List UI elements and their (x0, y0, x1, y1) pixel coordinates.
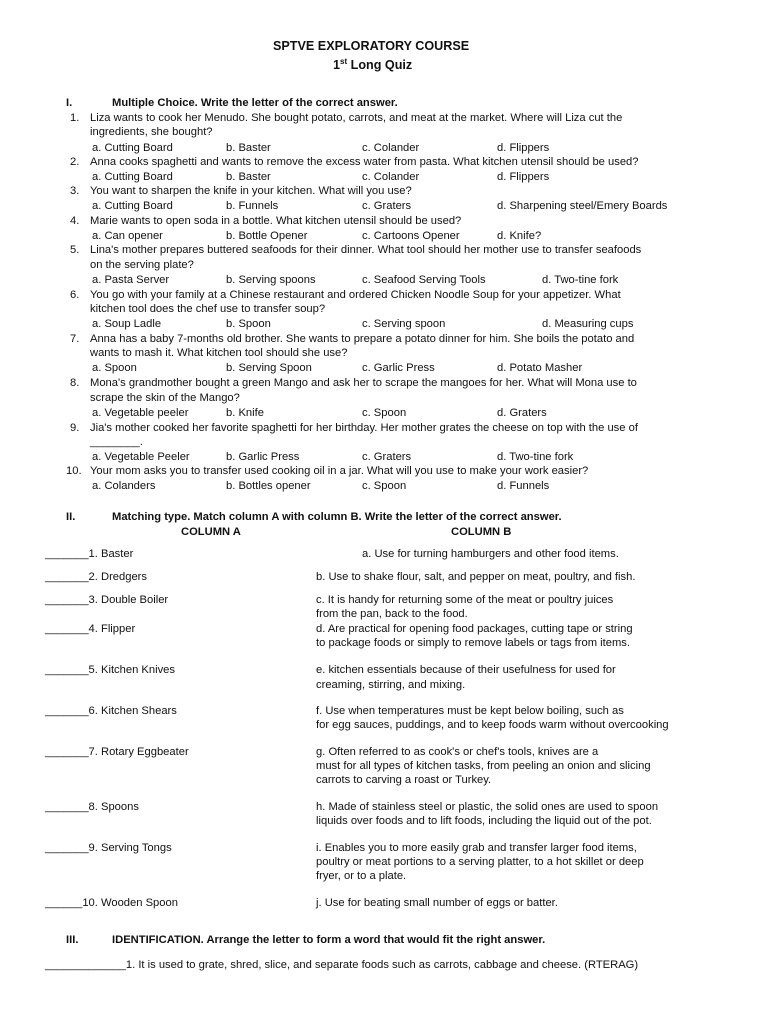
question-text: scrape the skin of the Mango? (90, 392, 240, 404)
choice-d: d. Potato Masher (497, 362, 583, 374)
column-a-header: COLUMN A (181, 526, 241, 538)
choice-a: a. Colanders (92, 480, 156, 492)
choice-a: a. Vegetable Peeler (92, 451, 190, 463)
question-text: Anna has a baby 7-months old brother. She wants to prepare a potato dinner for him. She boils the potato and (90, 333, 635, 345)
matching-item-b: fryer, or to a plate. (316, 870, 407, 882)
matching-item-b: c. It is handy for returning some of the meat or poultry juices (316, 594, 614, 606)
choice-b: b. Bottle Opener (226, 230, 308, 242)
matching-item-a: ______10. Wooden Spoon (45, 897, 178, 909)
choice-b: b. Garlic Press (226, 451, 300, 463)
question-text: ingredients, she bought? (90, 126, 213, 138)
matching-item-a: _______8. Spoons (45, 801, 139, 813)
subtitle-number: 1 (333, 58, 341, 72)
choice-d: d. Sharpening steel/Emery Boards (497, 200, 668, 212)
choice-c: c. Seafood Serving Tools (362, 274, 486, 286)
question-text: on the serving plate? (90, 259, 194, 271)
choice-b: b. Knife (226, 407, 264, 419)
matching-item-b: b. Use to shake flour, salt, and pepper on meat, poultry, and fish. (316, 571, 636, 583)
part2-numeral: II. (66, 511, 76, 523)
matching-item-b: g. Often referred to as cook's or chef's tools, knives are a (316, 746, 599, 758)
part1-numeral: I. (66, 97, 73, 109)
subtitle-suffix: st (340, 56, 348, 66)
choice-c: c. Graters (362, 451, 412, 463)
choice-d: d. Funnels (497, 480, 550, 492)
matching-item-a: _______9. Serving Tongs (45, 842, 172, 854)
choice-b: b. Serving spoons (226, 274, 316, 286)
choice-d: d. Graters (497, 407, 547, 419)
question-number: 6. (70, 289, 80, 301)
choice-c: c. Spoon (362, 407, 407, 419)
choice-d: d. Knife? (497, 230, 542, 242)
part3-numeral: III. (66, 934, 79, 946)
part3-instruction: IDENTIFICATION. Arrange the letter to form a word that would fit the right answer. (112, 934, 546, 946)
choice-c: c. Colander (362, 142, 420, 154)
question-text: You go with your family at a Chinese restaurant and ordered Chicken Noodle Soup for your appetizer. What (90, 289, 621, 301)
matching-item-a: _______4. Flipper (45, 623, 136, 635)
choice-b: b. Spoon (226, 318, 271, 330)
matching-item-b: h. Made of stainless steel or plastic, the solid ones are used to spoon (316, 801, 659, 813)
matching-item-b: to package foods or simply to remove labels or tags from items. (316, 637, 631, 649)
matching-item-b: carrots to carving a roast or Turkey. (316, 774, 492, 786)
choice-b: b. Baster (226, 142, 271, 154)
subtitle-rest: Long Quiz (347, 58, 413, 72)
matching-item-b: d. Are practical for opening food packages, cutting tape or string (316, 623, 633, 635)
choice-b: b. Bottles opener (226, 480, 311, 492)
question-text: kitchen tool does the chef use to transfer soup? (90, 303, 326, 315)
part1-instruction: Multiple Choice. Write the letter of the correct answer. (112, 97, 398, 109)
question-number: 1. (70, 112, 80, 124)
choice-a: a. Cutting Board (92, 171, 173, 183)
matching-item-a: _______7. Rotary Eggbeater (45, 746, 189, 758)
matching-item-b: a. Use for turning hamburgers and other food items. (362, 548, 619, 560)
choice-d: d. Flippers (497, 142, 550, 154)
matching-item-b: from the pan, back to the food. (316, 608, 468, 620)
choice-d: d. Two-tine fork (542, 274, 619, 286)
question-number: 5. (70, 244, 80, 256)
choice-c: c. Colander (362, 171, 420, 183)
question-number: 2. (70, 156, 80, 168)
question-number: 10. (66, 465, 82, 477)
matching-item-a: _______3. Double Boiler (45, 594, 169, 606)
choice-b: b. Baster (226, 171, 271, 183)
question-text: You want to sharpen the knife in your kitchen. What will you use? (90, 185, 412, 197)
column-b-header: COLUMN B (451, 526, 512, 538)
matching-item-b: j. Use for beating small number of eggs or batter. (316, 897, 558, 909)
question-text: Marie wants to open soda in a bottle. What kitchen utensil should be used? (90, 215, 462, 227)
question-text: wants to mash it. What kitchen tool should she use? (90, 347, 348, 359)
choice-c: c. Spoon (362, 480, 407, 492)
choice-c: c. Serving spoon (362, 318, 446, 330)
part2-instruction: Matching type. Match column A with column B. Write the letter of the correct answer. (112, 511, 562, 523)
choice-d: d. Flippers (497, 171, 550, 183)
matching-item-b: for egg sauces, puddings, and to keep foods warm without overcooking (316, 719, 669, 731)
matching-item-b: must for all types of kitchen tasks, from peeling an onion and slicing (316, 760, 651, 772)
choice-d: d. Two-tine fork (497, 451, 574, 463)
choice-b: b. Serving Spoon (226, 362, 312, 374)
matching-item-b: creaming, stirring, and mixing. (316, 679, 466, 691)
question-number: 3. (70, 185, 80, 197)
choice-a: a. Soup Ladle (92, 318, 162, 330)
question-number: 8. (70, 377, 80, 389)
matching-item-a: _______6. Kitchen Shears (45, 705, 177, 717)
question-text: Anna cooks spaghetti and wants to remove the excess water from pasta. What kitchen utensil should be used? (90, 156, 639, 168)
matching-item-a: _______5. Kitchen Knives (45, 664, 175, 676)
question-text: ________. (90, 436, 143, 448)
matching-item-a: _______2. Dredgers (45, 571, 148, 583)
choice-a: a. Cutting Board (92, 200, 173, 212)
choice-a: a. Spoon (92, 362, 137, 374)
matching-item-b: e. kitchen essentials because of their usefulness for used for (316, 664, 616, 676)
matching-item-b: f. Use when temperatures must be kept below boiling, such as (316, 705, 624, 717)
choice-d: d. Measuring cups (542, 318, 634, 330)
choice-b: b. Funnels (226, 200, 279, 212)
choice-a: a. Vegetable peeler (92, 407, 189, 419)
document-title: SPTVE EXPLORATORY COURSE (273, 39, 470, 53)
choice-c: c. Graters (362, 200, 412, 212)
choice-a: a. Cutting Board (92, 142, 173, 154)
question-text: Your mom asks you to transfer used cooking oil in a jar. What will you use to make your work easier? (90, 465, 589, 477)
choice-c: c. Cartoons Opener (362, 230, 460, 242)
question-number: 9. (70, 422, 80, 434)
question-text: Mona's grandmother bought a green Mango and ask her to scrape the mangoes for her. What will Mona use to (90, 377, 637, 389)
matching-item-b: poultry or meat portions to a serving platter, to a hot skillet or deep (316, 856, 644, 868)
choice-a: a. Can opener (92, 230, 163, 242)
question-text: Lina's mother prepares buttered seafoods for their dinner. What tool should her mother use to transfer seafoods (90, 244, 642, 256)
choice-c: c. Garlic Press (362, 362, 435, 374)
choice-a: a. Pasta Server (92, 274, 170, 286)
question-number: 4. (70, 215, 80, 227)
document-subtitle (333, 58, 412, 72)
question-text: Jia's mother cooked her favorite spaghetti for her birthday. Her mother grates the cheese on top with the use of (90, 422, 638, 434)
question-text: Liza wants to cook her Menudo. She bought potato, carrots, and meat at the market. Where will Liza cut the (90, 112, 623, 124)
identification-item: _____________1. It is used to grate, shred, slice, and separate foods such as carrots, cabbage and cheese. (RTERAG) (45, 959, 639, 971)
matching-item-b: i. Enables you to more easily grab and transfer larger food items, (316, 842, 637, 854)
matching-item-b: liquids over foods and to lift foods, including the liquid out of the pot. (316, 815, 652, 827)
matching-item-a: _______1. Baster (45, 548, 134, 560)
question-number: 7. (70, 333, 80, 345)
